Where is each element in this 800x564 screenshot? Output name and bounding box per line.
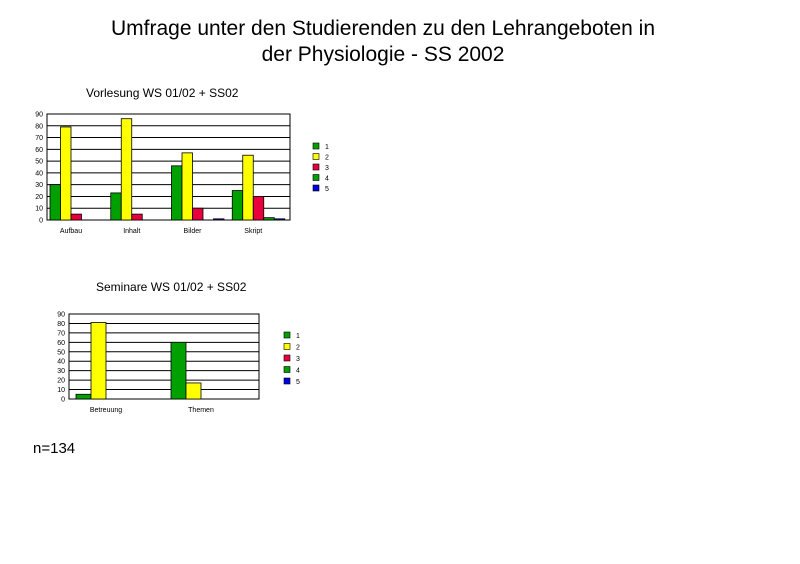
chart2-bar-themen-1 xyxy=(171,342,186,399)
chart1-legend-label-5: 5 xyxy=(325,186,329,193)
chart1-ytick-label: 10 xyxy=(35,205,43,213)
chart2-ytick-label: 60 xyxy=(57,339,65,347)
chart1-legend-label-3: 3 xyxy=(325,165,329,172)
chart1-ytick-label: 30 xyxy=(35,182,43,190)
chart1-legend-label-1: 1 xyxy=(325,144,329,151)
chart2-legend-swatch-3 xyxy=(284,355,290,361)
page-title-line-1: Umfrage unter den Studierenden zu den Lehrangeboten in xyxy=(110,17,656,40)
chart1-ytick-label: 50 xyxy=(35,158,43,166)
sample-size: n=134 xyxy=(33,440,76,457)
chart1-ytick-label: 40 xyxy=(35,170,43,178)
chart2-ytick-label: 80 xyxy=(57,320,65,328)
chart1-ytick-label: 80 xyxy=(35,123,43,131)
page-title-line-2: der Physiologie - SS 2002 xyxy=(261,43,505,66)
chart2-bar-betreuung-1 xyxy=(76,394,91,399)
chart1-xtick-label: Bilder xyxy=(183,228,202,235)
chart2-legend-label-4: 4 xyxy=(296,367,300,375)
chart2-ytick-label: 70 xyxy=(57,330,65,338)
chart2-legend-label-2: 2 xyxy=(296,344,300,352)
chart2-ytick-label: 30 xyxy=(57,368,65,376)
chart1-ytick-label: 90 xyxy=(35,111,43,119)
chart2-legend-label-1: 1 xyxy=(296,333,300,340)
chart2-xtick-label: Themen xyxy=(188,407,214,414)
chart1-legend-label-2: 2 xyxy=(325,154,329,162)
chart2-xtick-label: Betreuung xyxy=(89,407,123,414)
chart1-xtick-label: Aufbau xyxy=(59,228,83,235)
chart2-legend-label-3: 3 xyxy=(296,356,300,363)
chart1-xtick-label: Skript xyxy=(244,228,263,235)
chart2-legend-swatch-4 xyxy=(284,367,290,373)
chart1-ytick-label: 70 xyxy=(35,135,43,143)
chart2-ytick-label: 20 xyxy=(57,377,65,385)
chart2-ytick-label: 90 xyxy=(57,311,65,319)
chart2-ytick-label: 40 xyxy=(57,358,65,366)
chart2-legend-label-5: 5 xyxy=(296,379,300,386)
chart2-bar-betreuung-2 xyxy=(91,323,106,400)
chart2-title: Seminare WS 01/02 + SS02 xyxy=(96,280,247,294)
chart1-ytick-label: 60 xyxy=(35,146,43,154)
chart1-ytick-label: 0 xyxy=(39,217,43,225)
chart2-legend-swatch-1 xyxy=(284,332,290,338)
chart2-bar-themen-2 xyxy=(186,383,201,399)
chart2-ytick-label: 50 xyxy=(57,349,65,357)
chart1-xtick-label: Inhalt xyxy=(123,228,141,235)
chart2-legend-swatch-5 xyxy=(284,378,290,384)
chart2-legend-swatch-2 xyxy=(284,344,290,350)
chart1-title: Vorlesung WS 01/02 + SS02 xyxy=(86,86,239,100)
chart1-legend-label-4: 4 xyxy=(325,175,329,183)
chart1-ytick-label: 20 xyxy=(35,193,43,201)
chart2-ytick-label: 10 xyxy=(57,387,65,395)
chart2-ytick-label: 0 xyxy=(61,396,65,404)
